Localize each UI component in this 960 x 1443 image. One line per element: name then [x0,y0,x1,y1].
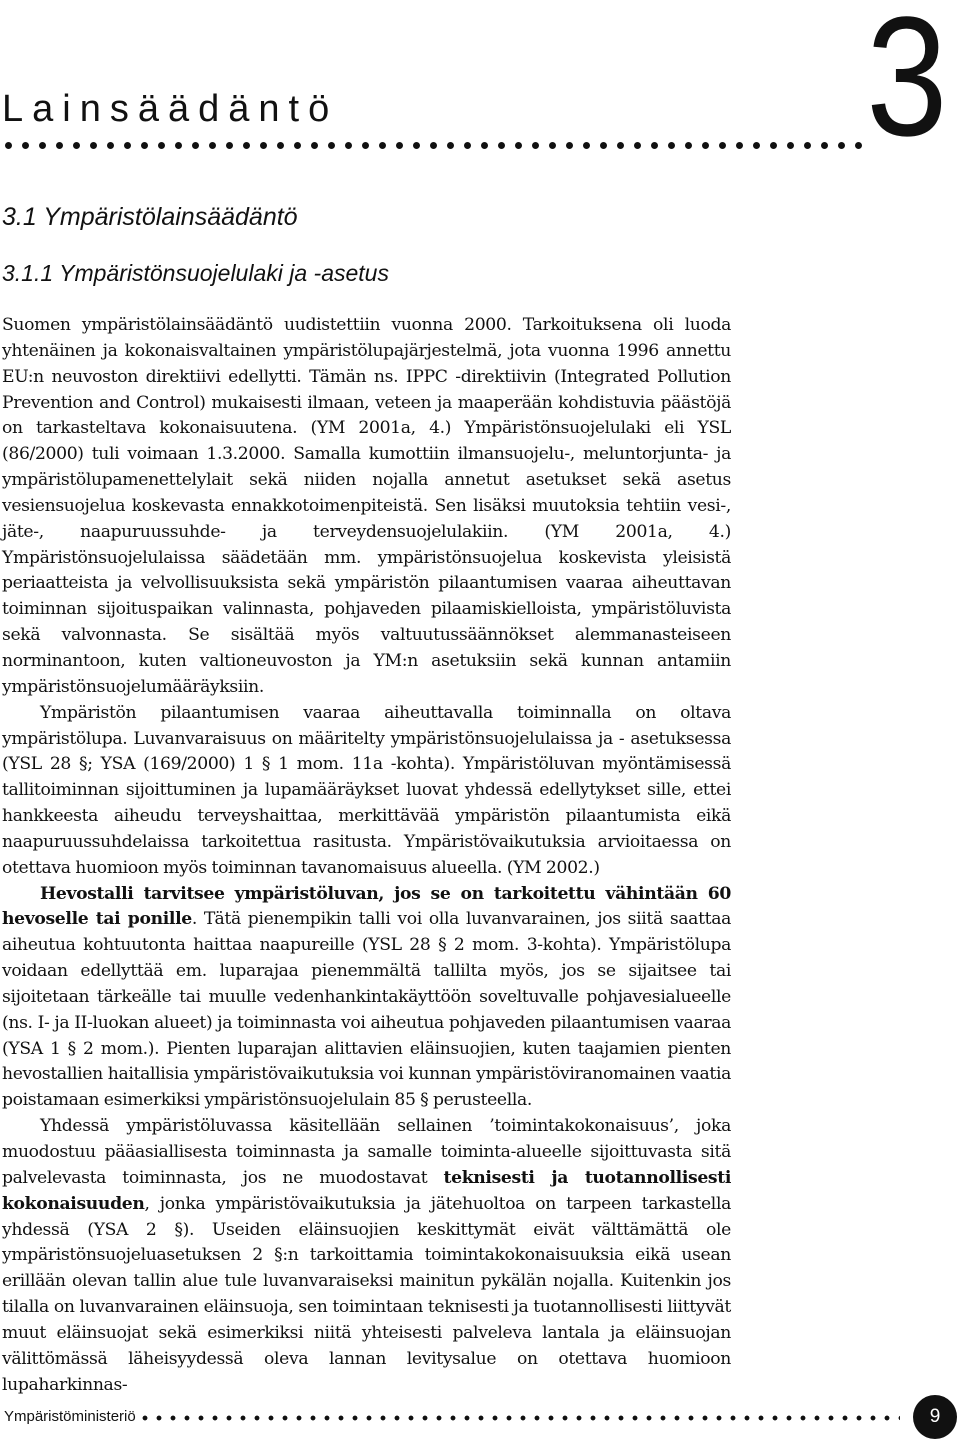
paragraph-2: Ympäristön pilaantumisen vaaraa aiheuttavalla toiminnalla on oltava ympäristölupa. Luvanvaraisuus on määritelty ympäristönsuojelulaissa ja - asetuksessa (YSL 28 §; YSA (169/2000) 1 § 1 mom. 11a -kohta). Ympäristöluvan myöntämisessä tallitoiminnan sijoittuminen ja lupamääräykset luovat yhdessä edellytykset sille, ettei hankkeesta aiheudu terveyshaittaa, merkittävää ympäristön pilaantumista eikä naapuruussuhdelaissa tarkoitettua rasitusta. Ympäristövaikutuksia arvioitaessa on otettava huomioon myös toiminnan tavanomaisuus alueella. (YM 2002.) [2,702,731,878]
paragraph-4-bold: teknisesti ja tuotannollisesti kokonaisuuden [2,1167,732,1214]
dotted-rule-bottom [138,1414,900,1422]
paragraph-3 [2,882,731,1115]
subsection-heading: 3.1.1 Ympäristönsuojelulaki ja -asetus [2,260,389,286]
paragraph-4 [2,1114,731,1398]
paragraph-3-bold: Hevostalli tarvitsee ympäristöluvan, jos se on tarkoitettu vähintään 60 hevoselle tai ponille [2,883,731,930]
body-text [2,313,731,1398]
paragraph-4-text-before: Yhdessä ympäristöluvassa käsitellään sellainen ’toimintakokonaisuus’, joka muodostuu pääasiallisesta toiminnasta ja samalle toiminta-alueelle sijoittuvasta sitä palvelevasta toiminnasta, jos ne muodostavat [2,1116,731,1188]
chapter-title: Lainsäädäntö [2,88,339,130]
footer-publisher: Ympäristöministeriö [4,1408,136,1425]
paragraph-4-text-after: , jonka ympäristövaikutuksia ja jätehuoltoa on tarpeen tarkastella yhdessä (YSA 2 §). Useiden eläinsuojien keskittymät eivät välttämättä ole ympäristönsuojeluasetuksen 2 §:n tarkoittamia toimintakokonaisuuksia eikä usean erillään olevan tallin alue tule luvanvaraiseksi mainitun pykälän nojalla. Kuitenkin jos tilalla on luvanvarainen eläinsuoja, sen toimintaan teknisesti ja tuotannollisesti liittyvät muut eläinsuojat sekä esimerkiksi niitä yhteisesti palveleva lantala ja eläinsuojan välittömässä läheisyydessä oleva lannan levitysalue on otettava huomioon lupaharkinnas- [2,1193,731,1395]
dotted-rule-top [0,141,862,150]
chapter-number: 3 [866,0,948,172]
paragraph-3-text: . Tätä pienempikin talli voi olla luvanvarainen, jos siitä saattaa aiheutua kohtuutonta haittaa naapureille (YSL 28 § 2 mom. 3-kohta). Ympäristölupa voidaan edellyttää em. luparajaa pienemmältä tallilta myös, jos se sijaitsee tai sijoitetaan tärkeälle tai muulle vedenhankintakäyttöön soveltuvalle pohjavesialueelle (ns. I- ja II-luokan alueet) ja toiminnasta voi aiheutua pohjaveden pilaantumisen vaaraa (YSA 1 § 2 mom.). Pienten luparajan alittavien eläinsuojien, kuten taajamien pienten hevostallien haitallisia ympäristövaikutuksia voi kunnan ympäristöviranomainen vaatia poistamaan esimerkiksi ympäristönsuojelulain 85 § perusteella. [2,909,731,1111]
page-number-badge: 9 [913,1395,957,1439]
paragraph-1: Suomen ympäristölainsäädäntö uudistettiin vuonna 2000. Tarkoituksena oli luoda yhtenäinen ja kokonaisvaltainen ympäristölupajärjestelmä, jota vuonna 1996 annettu EU:n neuvoston direktiivi edellytti. Tämän ns. IPPC -direktiivin (Integrated Pollution Prevention and Control) mukaisesti ilmaan, veteen ja maaperään kohdistuvia päästöjä on tarkasteltava kokonaisuutena. (YM 2001a, 4.) Ympäristönsuojelulaki eli YSL (86/2000) tuli voimaan 1.3.2000. Samalla kumottiin ilmansuojelu-, meluntorjunta- ja ympäristölupamenettelylait sekä niiden nojalla annetut asetukset sekä asetus vesiensuojelua koskevasta ennakkotoimenpiteistä. Sen lisäksi muutoksia tehtiin vesi-, jäte-, naapuruussuhde- ja terveydensuojelulakiin. (YM 2001a, 4.) Ympäristönsuojelulaissa säädetään mm. ympäristönsuojelua koskevista yleisistä periaatteista ja velvollisuuksista sekä ympäristön pilaantumisen vaaraa aiheuttavan toiminnan sijoituspaikan valinnasta, pohjaveden pilaamiskielloista, ympäristöluvista sekä valvonnasta. Se sisältää myös valtuutussäännökset alemmanasteiseen norminantoon, kuten valtioneuvoston ja YM:n asetuksiin sekä kunnan antamiin ympäristönsuojelumääräyksiin. [2,315,731,697]
section-heading: 3.1 Ympäristölainsäädäntö [2,203,298,231]
